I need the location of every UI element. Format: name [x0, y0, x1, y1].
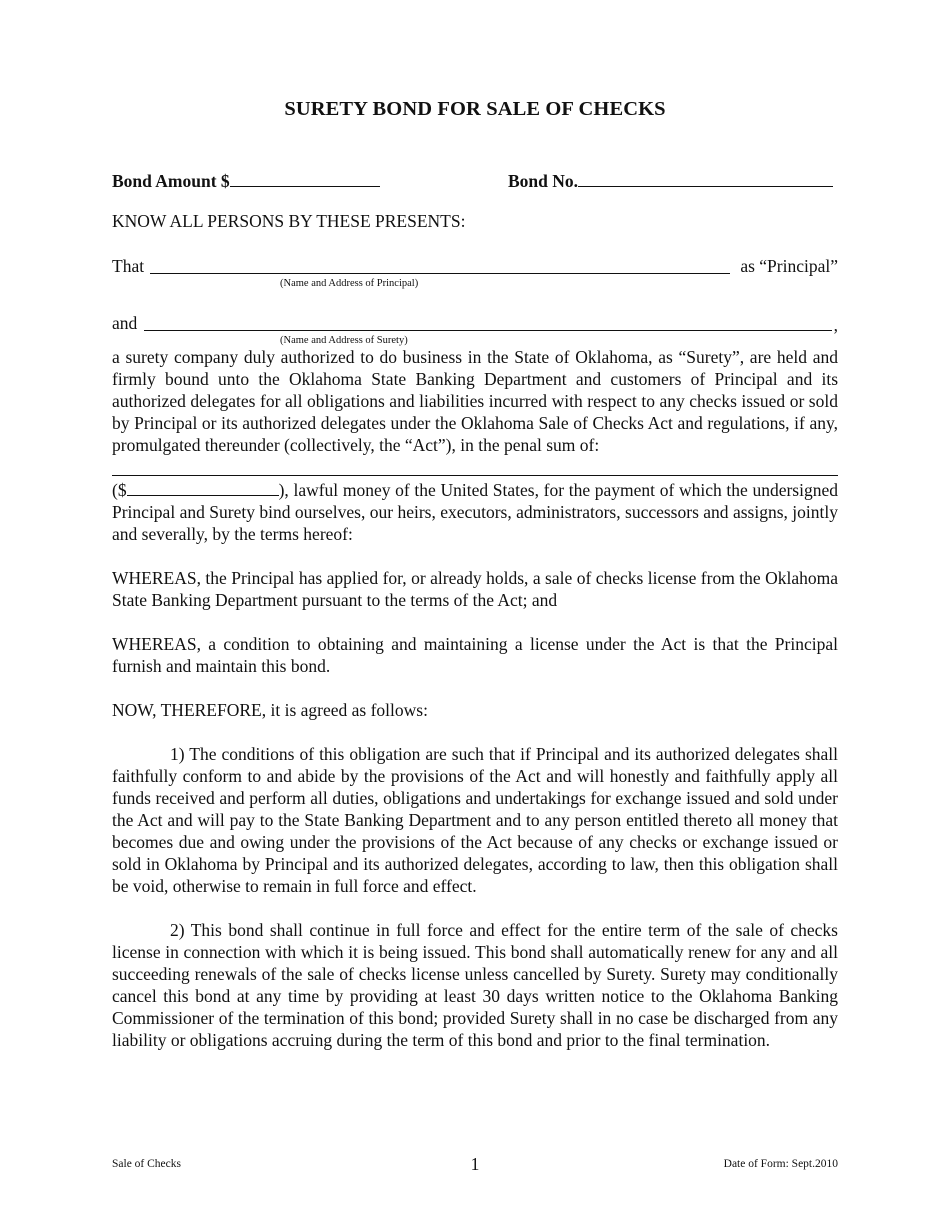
bond-number-label: Bond No.	[508, 171, 579, 191]
money-rest: ), lawful money of the United States, for the payment of which the undersigned Principal and Surety bind ourselves, our heirs, executors, administrators, successors and assigns, jointly and severally, by the terms hereof:	[112, 480, 838, 544]
bond-header-row	[112, 168, 838, 192]
surety-company-paragraph: a surety company duly authorized to do business in the State of Oklahoma, as “Surety”, are held and firmly bound unto the Oklahoma State Banking Department and customers of Principal and its authorized delegates for all obligations and liabilities incurred with respect to any checks issued or sold by Principal or its authorized delegates under the Oklahoma Sale of Checks Act and regulations, if any, promulgated thereunder (collectively, the “Act”), in the penal sum of:	[112, 347, 838, 455]
penal-sum-words-blank[interactable]	[112, 475, 838, 476]
know-all-heading: KNOW ALL PERSONS BY THESE PRESENTS:	[112, 211, 466, 231]
penal-sum-amount-blank[interactable]	[127, 480, 279, 496]
penal-sum-paragraph	[112, 479, 838, 545]
bond-number-field	[508, 168, 833, 192]
whereas-paragraph-2: WHEREAS, a condition to obtaining and maintaining a license under the Act is that the Principal furnish and maintain this bond.	[112, 634, 838, 676]
bond-amount-blank[interactable]	[230, 168, 380, 187]
surety-lead: and	[112, 313, 138, 333]
surety-trail: ,	[833, 315, 838, 335]
page-footer	[112, 1154, 838, 1176]
principal-lead: That	[112, 256, 145, 276]
bond-number-blank[interactable]	[578, 168, 833, 187]
money-open: ($	[112, 480, 127, 500]
bond-amount-label: Bond Amount $	[112, 171, 230, 191]
now-therefore-paragraph: NOW, THEREFORE, it is agreed as follows:	[112, 700, 428, 720]
whereas-paragraph-1: WHEREAS, the Principal has applied for, or already holds, a sale of checks license from the Oklahoma State Banking Department pursuant to the terms of the Act; and	[112, 568, 838, 610]
clause-2-paragraph: 2) This bond shall continue in full force and effect for the entire term of the sale of checks license in connection with which it is being issued. This bond shall automatically renew for any and all succeeding renewals of the sale of checks license unless cancelled by Surety. Surety may conditionally cancel this bond at any time by providing at least 30 days written notice to the Oklahoma Banking Commissioner of the termination of this bond; provided Surety shall in no case be discharged from any liability or obligations accruing during the term of this bond and prior to the final termination.	[112, 920, 838, 1050]
document-page	[112, 0, 838, 1230]
bond-amount-field	[112, 168, 380, 192]
principal-blank[interactable]	[150, 273, 730, 274]
surety-caption: (Name and Address of Surety)	[280, 335, 408, 346]
page-number: 1	[470, 1154, 480, 1174]
footer-form-name: Sale of Checks	[112, 1158, 181, 1170]
surety-blank[interactable]	[144, 330, 832, 331]
principal-caption: (Name and Address of Principal)	[280, 278, 419, 289]
clause-1-paragraph: 1) The conditions of this obligation are such that if Principal and its authorized delegates shall faithfully conform to and abide by the provisions of the Act and will honestly and faithfully apply all funds received and perform all duties, obligations and undertakings for exchange issued and sold under the Act and will pay to the State Banking Department and to any person entitled thereto all money that becomes due and owing under the provisions of the Act because of any checks or exchange issued or sold in Oklahoma by Principal and its authorized delegates, according to law, then this obligation shall be void, otherwise to remain in full force and effect.	[112, 744, 838, 896]
principal-trail: as “Principal”	[740, 256, 838, 276]
footer-form-date: Date of Form: Sept.2010	[723, 1158, 838, 1170]
document-title: SURETY BOND FOR SALE OF CHECKS	[284, 98, 666, 120]
surety-row	[112, 313, 838, 349]
principal-row	[112, 256, 838, 296]
